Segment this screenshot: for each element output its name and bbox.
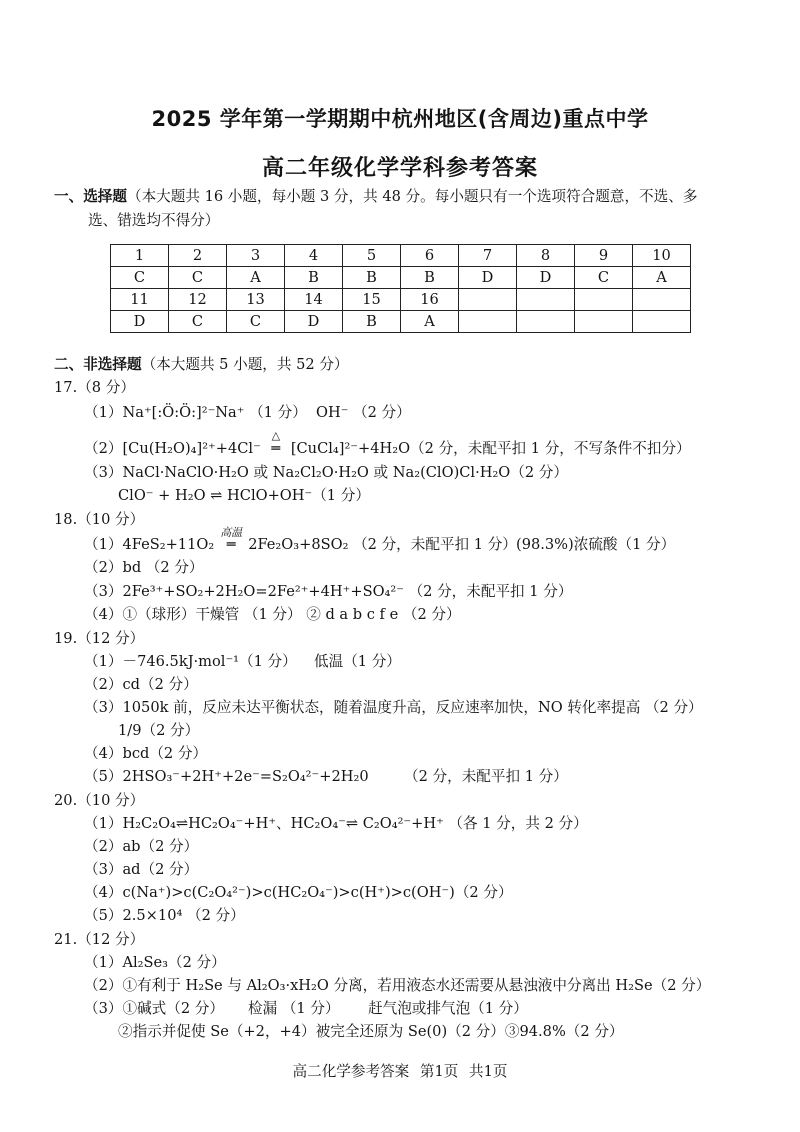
answer-table-cell: 9: [575, 245, 633, 267]
section1-heading: 一、选择题: [54, 188, 127, 205]
answer-table-cell: D: [111, 311, 169, 333]
high-temp-condition-arrow: 高温 ═: [214, 534, 248, 556]
q18-answer-4: （4）①（球形）干燥管 （1 分） ② d a b c f e （2 分）: [84, 606, 461, 623]
answer-table-cell: [459, 311, 517, 333]
q17-answer-2b: [CuCl₄]²⁻+4H₂O（2 分，未配平扣 1 分，不写条件不扣分）: [290, 440, 691, 457]
high-temp-condition-label: 高温: [220, 526, 243, 539]
q21-answer-2: （2）①有利于 H₂Se 与 Al₂O₃·xH₂O 分离，若用液态水还需要从悬浊液中分离出 H₂Se（2 分）: [84, 977, 711, 994]
section2-desc: （本大题共 5 小题，共 52 分）: [141, 356, 349, 373]
q19-answer-3: （3）1050k 前，反应未达平衡状态，随着温度升高，反应速率加快，NO 转化率提高 （2 分）: [84, 699, 703, 716]
answer-table-cell: C: [575, 267, 633, 289]
answer-table-cell: 11: [111, 289, 169, 311]
answer-table-cell: D: [285, 311, 343, 333]
q17-answer-1b: OH⁻ （2 分）: [316, 404, 411, 421]
q19-answer-3b: 1/9（2 分）: [118, 722, 200, 739]
answer-table-cell: B: [401, 267, 459, 289]
heat-condition-label: △: [271, 429, 281, 442]
q18-answer-1c: (98.3%)浓硫酸（1 分）: [516, 536, 676, 553]
answer-table-cell: 13: [227, 289, 285, 311]
q19-answer-5a: （5）2HSO₃⁻+2H⁺+2e⁻=S₂O₄²⁻+2H₂0: [84, 768, 369, 785]
answer-table-cell: 5: [343, 245, 401, 267]
answer-table-cell: B: [285, 267, 343, 289]
q21-answer-3b: 检漏 （1 分）: [248, 1000, 340, 1017]
q17-answer-1a: （1）Na⁺[:Ö:Ö:]²⁻Na⁺ （1 分）: [84, 404, 307, 421]
answer-table-cell: [575, 289, 633, 311]
section2-line: [54, 354, 349, 376]
q20-heading: 20.（10 分）: [54, 792, 145, 809]
heat-condition-arrow: △ ═: [261, 438, 291, 460]
answer-table-cell: [459, 289, 517, 311]
answer-table-cell: [575, 311, 633, 333]
answer-table-cell: 7: [459, 245, 517, 267]
q21-answer-3a: （3）①碱式（2 分）: [84, 1000, 224, 1017]
answer-table-row: [111, 311, 691, 333]
answer-table-cell: [633, 311, 691, 333]
q19-answer-1a: （1）－746.5kJ·mol⁻¹（1 分）: [84, 653, 297, 670]
answer-table-cell: 10: [633, 245, 691, 267]
q21-answer-4: ②指示并促使 Se（+2，+4）被完全还原为 Se(0)（2 分）③94.8%（2 分）: [118, 1023, 624, 1040]
q20-answer-5: （5）2.5×10⁴ （2 分）: [84, 907, 245, 924]
section1-desc: （本大题共 16 小题，每小题 3 分，共 48 分。每小题只有一个选项符合题意，不选、多: [126, 188, 698, 205]
section1-line1: [54, 186, 697, 208]
answer-table-row: [111, 245, 691, 267]
q18-heading: 18.（10 分）: [54, 511, 145, 528]
answer-table-cell: 8: [517, 245, 575, 267]
answer-table-cell: D: [517, 267, 575, 289]
answer-table-row: [111, 267, 691, 289]
page-subtitle: 高二年级化学学科参考答案: [261, 156, 538, 181]
answer-table-cell: 6: [401, 245, 459, 267]
q18-answer-1: [84, 526, 517, 556]
answer-table-cell: A: [633, 267, 691, 289]
answer-table-cell: B: [343, 267, 401, 289]
answer-table-row: [111, 289, 691, 311]
answer-table-cell: C: [227, 311, 285, 333]
q21-answer-1: （1）Al₂Se₃（2 分）: [84, 954, 226, 971]
q19-answer-4: （4）bcd（2 分）: [84, 745, 208, 762]
answer-table-cell: 2: [169, 245, 227, 267]
answer-table-cell: [517, 311, 575, 333]
answer-table-cell: B: [343, 311, 401, 333]
q18-answer-3: （3）2Fe³⁺+SO₂+2H₂O=2Fe²⁺+4H⁺+SO₄²⁻ （2 分，未配平扣 1 分）: [84, 583, 573, 600]
answer-table-cell: [517, 289, 575, 311]
q18-answer-1a: （1）4FeS₂+11O₂: [84, 536, 215, 553]
answer-table: [110, 244, 691, 333]
answer-table-cell: C: [111, 267, 169, 289]
page-title: 2025 学年第一学期期中杭州地区(含周边)重点中学: [151, 107, 649, 131]
q21-answer-3c: 赶气泡或排气泡（1 分）: [368, 1000, 528, 1017]
q20-answer-2: （2）ab（2 分）: [84, 838, 199, 855]
q19-answer-1b: 低温（1 分）: [314, 653, 401, 670]
q20-answer-1: （1）H₂C₂O₄⇌HC₂O₄⁻+H⁺、HC₂O₄⁻⇌ C₂O₄²⁻+H⁺ （各 1 分，共 2 分）: [84, 815, 588, 832]
section2-heading: 二、非选择题: [54, 356, 142, 373]
q17-answer-4: ClO⁻ + H₂O ⇌ HClO+OH⁻（1 分）: [118, 487, 370, 504]
answer-table-cell: [633, 289, 691, 311]
q19-answer-2: （2）cd（2 分）: [84, 676, 198, 693]
answer-table-cell: C: [169, 311, 227, 333]
answer-table-cell: C: [169, 267, 227, 289]
answer-table-cell: 4: [285, 245, 343, 267]
q21-heading: 21.（12 分）: [54, 931, 145, 948]
answer-table-cell: 14: [285, 289, 343, 311]
answer-table-cell: 15: [343, 289, 401, 311]
q18-answer-2: （2）bd （2 分）: [84, 559, 204, 576]
q18-answer-1b: 2Fe₂O₃+8SO₂ （2 分，未配平扣 1 分）: [248, 536, 517, 553]
section1-desc-cont: 选、错选均不得分）: [88, 212, 220, 229]
answer-table-cell: 1: [111, 245, 169, 267]
q17-heading: 17.（8 分）: [54, 379, 135, 396]
page-footer: 高二化学参考答案 第1页 共1页: [292, 1063, 508, 1080]
q19-answer-5b: （2 分，未配平扣 1 分）: [404, 768, 568, 785]
q17-answer-3: （3）NaCl·NaClO·H₂O 或 Na₂Cl₂O·H₂O 或 Na₂(ClO)Cl·H₂O（2 分）: [84, 464, 568, 481]
q17-answer-2: [84, 429, 691, 460]
answer-table-cell: 12: [169, 289, 227, 311]
answer-table-cell: 16: [401, 289, 459, 311]
answer-table-cell: A: [227, 267, 285, 289]
answer-table-cell: 3: [227, 245, 285, 267]
q17-answer-2a: （2）[Cu(H₂O)₄]²⁺+4Cl⁻: [84, 440, 261, 457]
answer-table-cell: D: [459, 267, 517, 289]
q20-answer-3: （3）ad（2 分）: [84, 861, 199, 878]
q19-heading: 19.（12 分）: [54, 630, 145, 647]
q20-answer-4: （4）c(Na⁺)>c(C₂O₄²⁻)>c(HC₂O₄⁻)>c(H⁺)>c(OH⁻)（2 分）: [84, 884, 513, 901]
answer-table-cell: A: [401, 311, 459, 333]
